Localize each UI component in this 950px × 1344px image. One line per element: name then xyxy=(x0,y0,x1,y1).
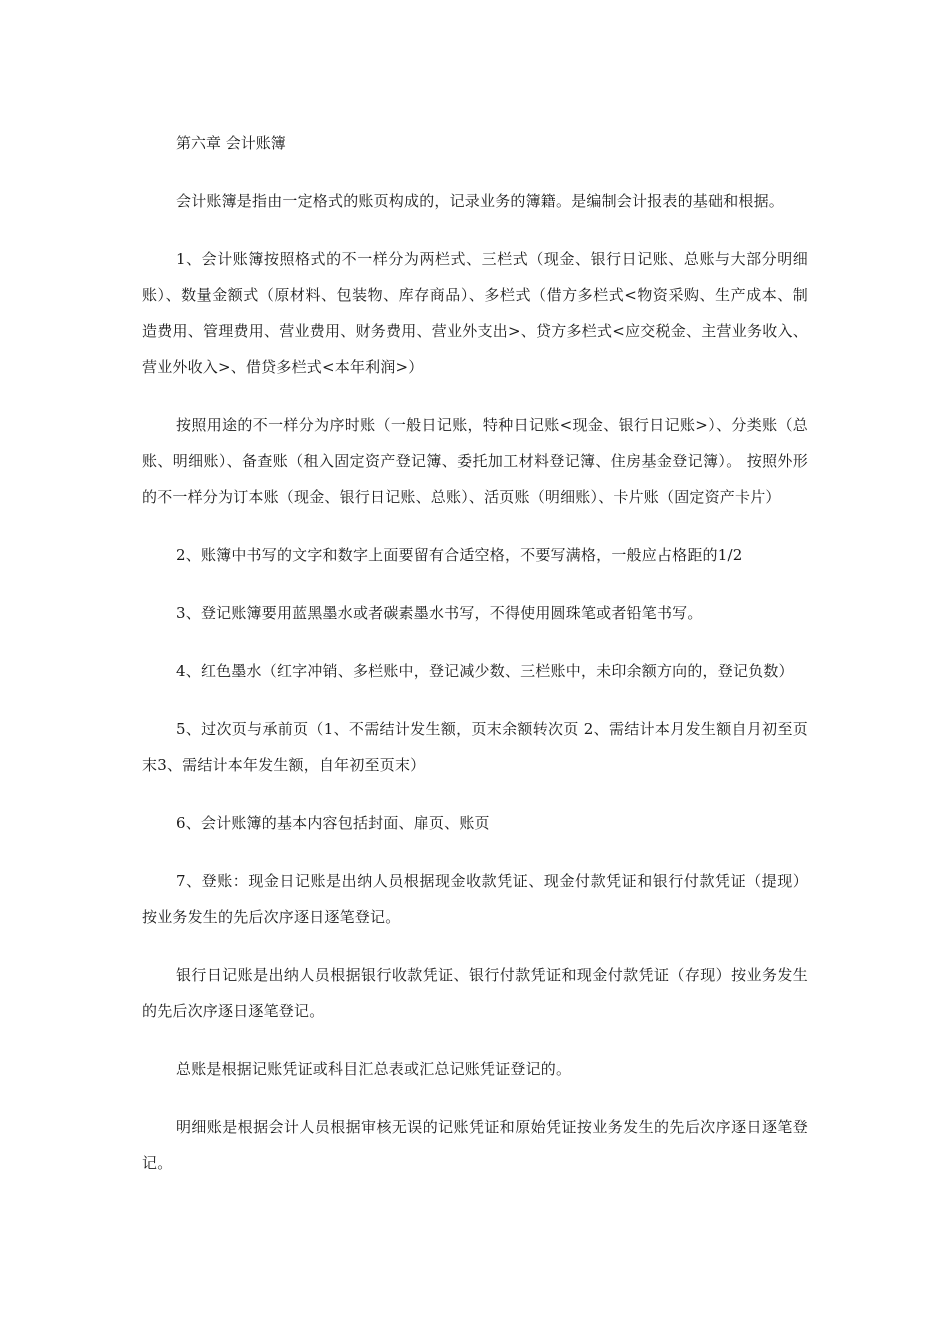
document-body xyxy=(142,125,808,1203)
paragraph-subsidiary-ledger: 明细账是根据会计人员根据审核无误的记账凭证和原始凭证按业务发生的先后次序逐日逐笔登记。 xyxy=(142,1118,808,1172)
chapter-title: 第六章 会计账簿 xyxy=(176,134,286,152)
paragraph-general-ledger: 总账是根据记账凭证或科目汇总表或汇总记账凭证登记的。 xyxy=(176,1060,572,1078)
paragraph-cash-journal: 7、登账：现金日记账是出纳人员根据现金收款凭证、现金付款凭证和银行付款凭证（提现）按业务发生的先后次序逐日逐笔登记。 xyxy=(142,872,808,926)
paragraph-format-classification: 1、会计账簿按照格式的不一样分为两栏式、三栏式（现金、银行日记账、总账与大部分明细账）、数量金额式（原材料、包装物、库存商品）、多栏式（借方多栏式<物资采购、生产成本、制造费用、管理费用、营业费用、财务费用、营业外支出>、贷方多栏式<应交税金、主营业务收入、营业外收入>、借贷多栏式<本年利润>） xyxy=(142,250,808,376)
paragraph-page-carry: 5、过次页与承前页（1、不需结计发生额，页末余额转次页 2、需结计本月发生额自月初至页末3、需结计本年发生额，自年初至页末） xyxy=(142,720,808,774)
paragraph-definition: 会计账簿是指由一定格式的账页构成的，记录业务的簿籍。是编制会计报表的基础和根据。 xyxy=(176,192,785,210)
paragraph-writing-spacing: 2、账簿中书写的文字和数字上面要留有合适空格，不要写满格，一般应占格距的1/2 xyxy=(176,546,743,564)
paragraph-ink-rule: 3、登记账簿要用蓝黑墨水或者碳素墨水书写，不得使用圆珠笔或者铅笔书写。 xyxy=(176,604,703,622)
paragraph-usage-classification: 按照用途的不一样分为序时账（一般日记账，特种日记账<现金、银行日记账>）、分类账（总账、明细账）、备查账（租入固定资产登记簿、委托加工材料登记簿、住房基金登记簿）。 按照外形的不一样分为订本账（现金、银行日记账、总账）、活页账（明细账）、卡片账（固定资产卡片） xyxy=(142,416,808,506)
paragraph-bank-journal: 银行日记账是出纳人员根据银行收款凭证、银行付款凭证和现金付款凭证（存现）按业务发生的先后次序逐日逐笔登记。 xyxy=(142,966,808,1020)
paragraph-basic-content: 6、会计账簿的基本内容包括封面、扉页、账页 xyxy=(176,814,490,832)
paragraph-red-ink: 4、红色墨水（红字冲销、多栏账中，登记减少数、三栏账中，未印余额方向的，登记负数） xyxy=(176,662,794,680)
